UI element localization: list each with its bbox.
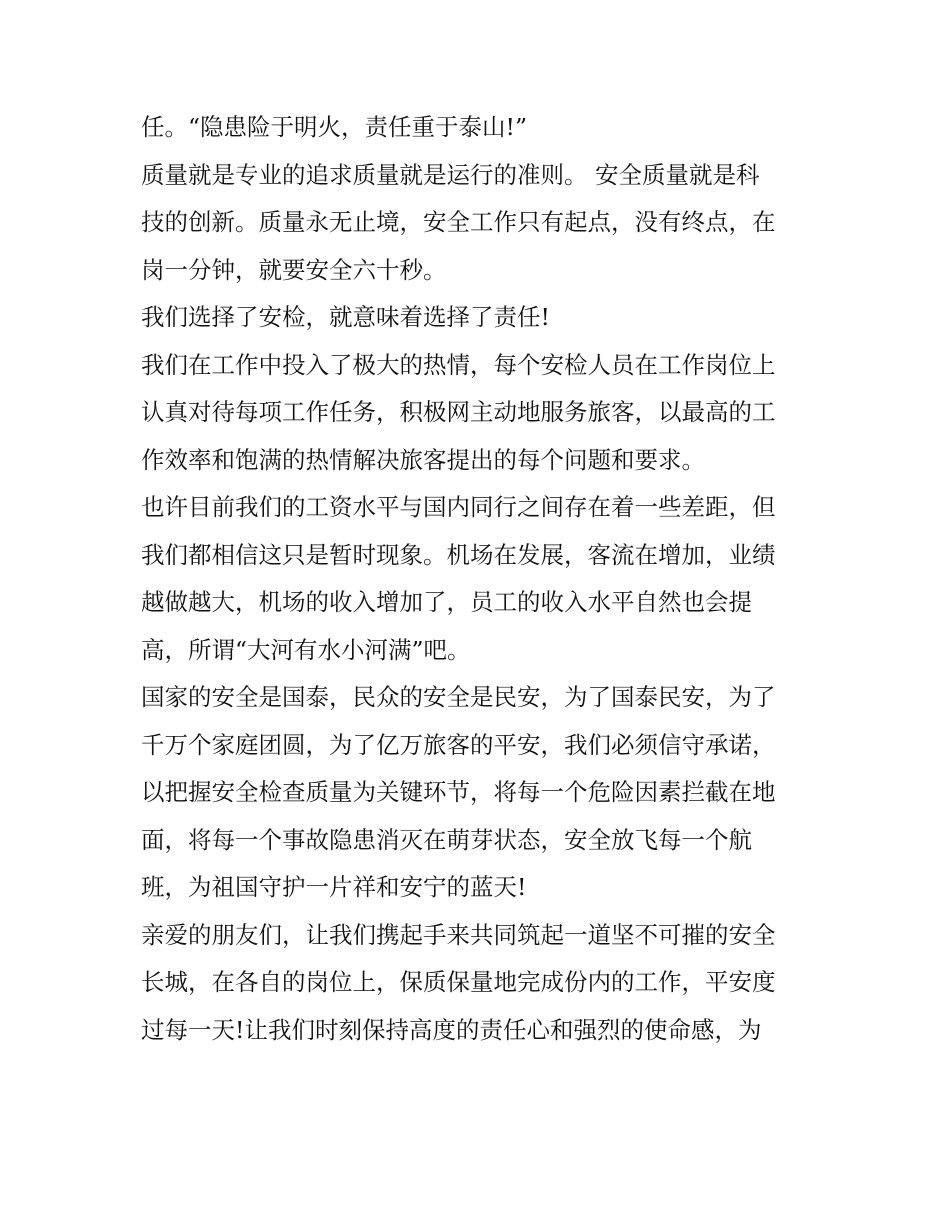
text-line: 我们在工作中投入了极大的热情，每个安检人员在工作岗位上 [141, 350, 776, 379]
text-line: 班，为祖国守护一片祥和安宁的蓝天! [141, 873, 527, 901]
text-line: 亲爱的朋友们，让我们携起手来共同筑起一道坚不可摧的安全 [141, 920, 776, 949]
text-line: 我们选择了安检，就意味着选择了责任! [141, 303, 550, 331]
text-line: 任。“隐患险于明火，责任重于泰山!” [141, 113, 527, 141]
text-line: 过每一天!让我们时刻保持高度的责任心和强烈的使命感，为 [141, 1015, 762, 1044]
text-line: 认真对待每项工作任务，积极网主动地服务旅客，以最高的工 [141, 398, 776, 426]
text-line: 千万个家庭团圆，为了亿万旅客的平安，我们必须信守承诺， [141, 730, 776, 759]
text-line: 岗一分钟，就要安全六十秒。 [141, 255, 447, 284]
text-line: 国家的安全是国泰，民众的安全是民安，为了国泰民安，为了 [141, 683, 776, 711]
text-line: 长城，在各自的岗位上，保质保量地完成份内的工作，平安度 [141, 968, 776, 996]
text-line: 技的创新。质量永无止境，安全工作只有起点，没有终点，在 [141, 208, 776, 236]
text-line: 越做越大，机场的收入增加了，员工的收入水平自然也会提 [141, 588, 752, 616]
text-line: 高，所谓“大河有水小河满”吧。 [141, 635, 471, 664]
text-line: 我们都相信这只是暂时现象。机场在发展，客流在增加，业绩 [141, 540, 776, 569]
text-line: 以把握安全检查质量为关键环节，将每一个危险因素拦截在地 [141, 778, 776, 806]
text-line: 也许目前我们的工资水平与国内同行之间存在着一些差距，但 [141, 493, 776, 521]
text-line: 作效率和饱满的热情解决旅客提出的每个问题和要求。 [141, 445, 705, 474]
body-text [141, 104, 821, 1054]
text-line: 质量就是专业的追求质量就是运行的准则。 安全质量就是科 [141, 160, 760, 189]
text-line: 面，将每一个事故隐患消灭在萌芽状态，安全放飞每一个航 [141, 825, 752, 854]
